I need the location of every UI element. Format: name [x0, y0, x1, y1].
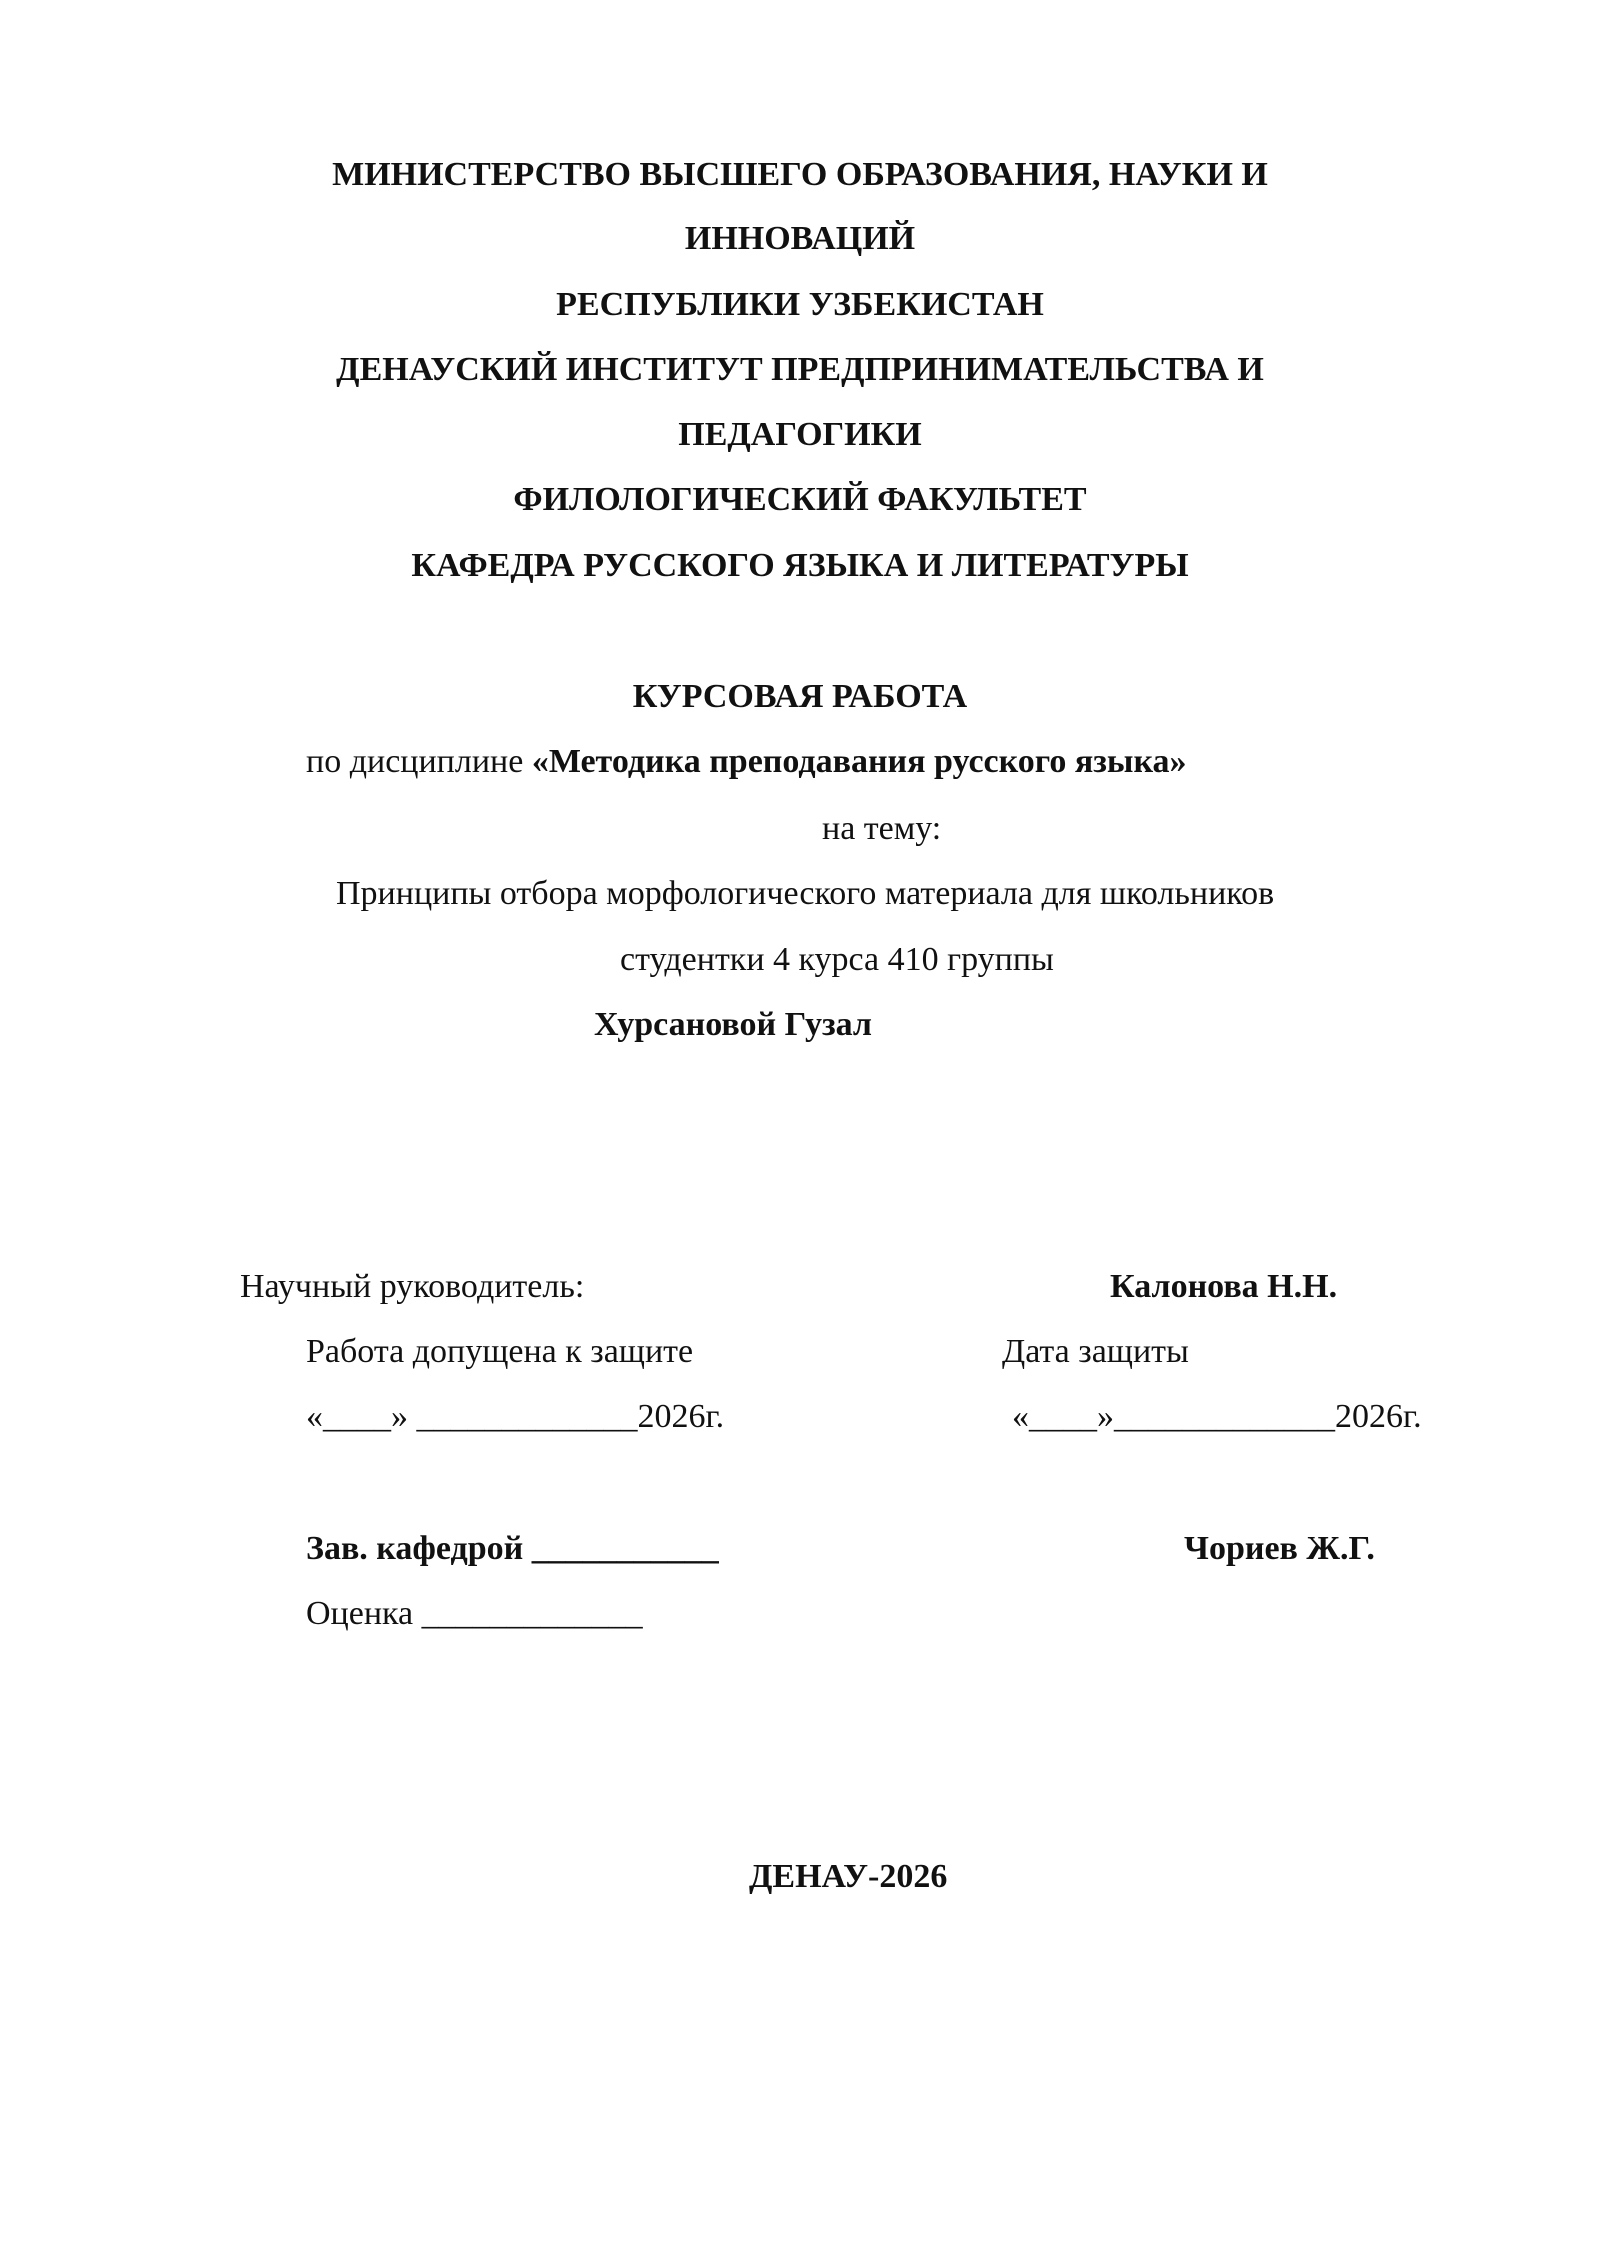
faculty-line: ФИЛОЛОГИЧЕСКИЙ ФАКУЛЬТЕТ	[513, 481, 1087, 518]
institute-line-2: ПЕДАГОГИКИ	[678, 416, 922, 453]
topic-label: на тему:	[822, 810, 942, 847]
defense-date-field: «____»_____________2026г.	[1012, 1398, 1422, 1435]
grade-label: Оценка _____________	[306, 1595, 643, 1632]
ministry-line-2: ИННОВАЦИЙ	[684, 220, 916, 257]
discipline-name: «Методика преподавания русского языка»	[531, 743, 1187, 780]
discipline-line	[306, 745, 1187, 779]
republic-line: РЕСПУБЛИКИ УЗБЕКИСТАН	[556, 286, 1044, 323]
supervisor-label: Научный руководитель:	[240, 1268, 585, 1305]
student-info: студентки 4 курса 410 группы	[620, 941, 1054, 978]
institute-line-1: ДЕНАУСКИЙ ИНСТИТУТ ПРЕДПРИНИМАТЕЛЬСТВА И	[336, 351, 1264, 388]
ministry-line-1: МИНИСТЕРСТВО ВЫСШЕГО ОБРАЗОВАНИЯ, НАУКИ И	[332, 156, 1268, 193]
student-name: Хурсановой Гузал	[594, 1006, 873, 1043]
discipline-prefix: по дисциплине	[306, 743, 532, 780]
supervisor-name: Калонова Н.Н.	[1110, 1268, 1338, 1305]
topic-text: Принципы отбора морфологического материала для школьников	[336, 875, 1275, 912]
department-line: КАФЕДРА РУССКОГО ЯЗЫКА И ЛИТЕРАТУРЫ	[411, 547, 1189, 584]
work-type-title: КУРСОВАЯ РАБОТА	[632, 678, 968, 715]
defense-date-label: Дата защиты	[1002, 1333, 1189, 1370]
admitted-label: Работа допущена к защите	[306, 1333, 694, 1370]
city-year: ДЕНАУ-2026	[749, 1858, 948, 1895]
admitted-date-field: «____» _____________2026г.	[306, 1398, 725, 1435]
head-of-department-name: Чориев Ж.Г.	[1184, 1530, 1375, 1567]
head-of-department-label: Зав. кафедрой ___________	[306, 1530, 719, 1567]
